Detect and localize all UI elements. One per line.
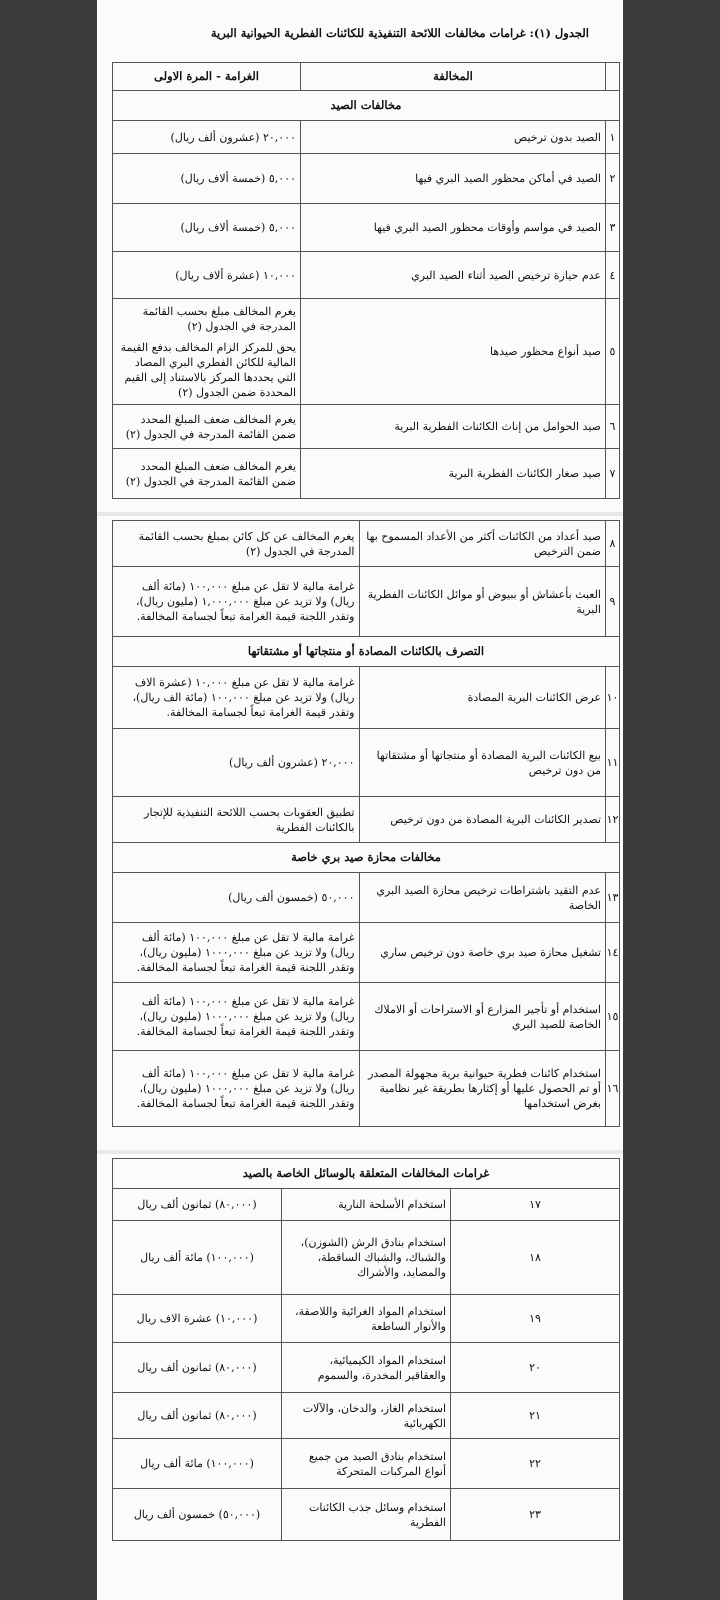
section-title: التصرف بالكائنات المصادة أو منتجاتها أو مشتقاتها xyxy=(113,637,620,667)
fine-cell: غرامة مالية لا تقل عن مبلغ ١٠٠,٠٠٠ (مائة ألف ريال) ولا تزيد عن مبلغ ١٠٠٠,٠٠٠ (مليون ريال)، وتقدر اللجنة قيمة الغرامة تبعاً لجسامة المخالفة. xyxy=(113,983,360,1051)
row-number: ٢٠ xyxy=(451,1343,620,1393)
row-number: ٥ xyxy=(606,299,620,405)
violation-cell: استخدام وسائل جذب الكائنات الفطرية xyxy=(282,1489,451,1541)
violation-cell: العبث بأعشاش أو ببيوض أو موائل الكائنات الفطرية البرية xyxy=(359,567,606,637)
table-row xyxy=(113,567,620,637)
row-number: ١٥ xyxy=(606,983,620,1051)
section-title: مخالفات محازة صيد بري خاصة xyxy=(113,843,620,873)
page-seam xyxy=(97,1150,623,1154)
section-row xyxy=(113,1159,620,1189)
violation-cell: الصيد في أماكن محظور الصيد البري فيها xyxy=(301,154,606,204)
table-row xyxy=(113,1393,620,1439)
row-number: ٤ xyxy=(606,252,620,299)
row-number: ١ xyxy=(606,121,620,154)
row-number: ٣ xyxy=(606,204,620,252)
table-row xyxy=(113,923,620,983)
row-number: ٩ xyxy=(606,567,620,637)
page-seam xyxy=(97,512,623,516)
section-row xyxy=(113,91,620,121)
violation-cell: استخدام بنادق الصيد من جميع أنواع المركبات المتحركة xyxy=(282,1439,451,1489)
table-row xyxy=(113,154,620,204)
violation-cell: عرض الكائنات البرية المصادة xyxy=(359,667,606,729)
table-row xyxy=(113,983,620,1051)
violation-cell: عدم التقيد باشتراطات ترخيص محازة الصيد البري الخاصة xyxy=(359,873,606,923)
violation-cell: استخدام بنادق الرش (الشوزن)، والشباك، والشباك الساقطة، والمصايد، والأشراك xyxy=(282,1221,451,1295)
fine-cell: ١٠,٠٠٠ (عشرة ألاف ريال) xyxy=(113,252,301,299)
document-page xyxy=(97,0,623,1600)
violation-cell: استخدام المواد الكيميائية، والعقاقير المخدرة، والسموم xyxy=(282,1343,451,1393)
row-number: ١٨ xyxy=(451,1221,620,1295)
fines-table-part-3 xyxy=(112,1158,620,1541)
table-row xyxy=(113,121,620,154)
fine-cell: (١٠,٠٠٠) عشرة الاف ريال xyxy=(113,1295,282,1343)
header-violation: المخالفة xyxy=(301,63,606,91)
row-number: ٢ xyxy=(606,154,620,204)
table-row xyxy=(113,729,620,797)
table-row xyxy=(113,797,620,843)
table-row xyxy=(113,204,620,252)
fine-cell: غرامة مالية لا تقل عن مبلغ ١٠٠,٠٠٠ (مائة ألف ريال) ولا تزيد عن مبلغ ١,٠٠٠,٠٠٠ (مليون ريال)، وتقدر اللجنة قيمة الغرامة تبعاً لجسامة المخالفة. xyxy=(113,567,360,637)
fine-note: يحق للمركز الزام المخالف بدفع القيمة المالية للكائن الفطري البري المصاد التي يحددها المركز بالاستناد إلى القيم المحددة ضمن الجدول (٢) xyxy=(120,340,296,399)
violation-cell: تصدير الكائنات البرية المصادة من دون ترخيص xyxy=(359,797,606,843)
fine-cell: يغرم المخالف ضعف المبلغ المحدد ضمن القائمة المدرجة في الجدول (٢) xyxy=(113,449,301,499)
fine-cell: (٨٠,٠٠٠) ثمانون ألف ريال xyxy=(113,1393,282,1439)
violation-cell: صيد أعداد من الكائنات أكثر من الأعداد المسموح بها ضمن الترخيص xyxy=(359,521,606,567)
fine-cell: يغرم المخالف ضعف المبلغ المحدد ضمن القائمة المدرجة في الجدول (٢) xyxy=(113,405,301,449)
fine-cell: يغرم المخالف عن كل كائن بمبلغ بحسب القائمة المدرجة في الجدول (٢) xyxy=(113,521,360,567)
header-row xyxy=(113,63,620,91)
row-number: ١٣ xyxy=(606,873,620,923)
violation-cell: الصيد في مواسم وأوقات محظور الصيد البري فيها xyxy=(301,204,606,252)
table-row xyxy=(113,449,620,499)
violation-cell: صيد أنواع محظور صيدها xyxy=(301,299,606,405)
fine-cell: (٨٠,٠٠٠) ثمانون ألف ريال xyxy=(113,1189,282,1221)
fines-table-part-1 xyxy=(112,62,620,499)
table-row xyxy=(113,521,620,567)
fine-text: يغرم المخالف مبلغ بحسب القائمة المدرجة في الجدول (٢) xyxy=(142,304,296,333)
section-title: مخالفات الصيد xyxy=(113,91,620,121)
table-row xyxy=(113,1221,620,1295)
row-number: ٢٣ xyxy=(451,1489,620,1541)
fine-cell: (٨٠,٠٠٠) ثمانون ألف ريال xyxy=(113,1343,282,1393)
section-row xyxy=(113,637,620,667)
violation-cell: الصيد بدون ترخيص xyxy=(301,121,606,154)
row-number: ١٠ xyxy=(606,667,620,729)
fine-cell: ٥,٠٠٠ (خمسة ألاف ريال) xyxy=(113,154,301,204)
table-title: الجدول (١): غرامات مخالفات اللائحة التنفيذية للكائنات الفطرية الحيوانية البرية xyxy=(210,26,589,40)
row-number: ١٤ xyxy=(606,923,620,983)
header-number-cell xyxy=(606,63,620,91)
violation-cell: بيع الكائنات البرية المصادة أو منتجاتها أو مشتقاتها من دون ترخيص xyxy=(359,729,606,797)
violation-cell: صيد الحوامل من إناث الكائنات الفطرية البرية xyxy=(301,405,606,449)
row-number: ١٢ xyxy=(606,797,620,843)
fine-cell: غرامة مالية لا تقل عن مبلغ ١٠,٠٠٠ (عشرة الاف ريال) ولا تزيد عن مبلغ ١٠٠,٠٠٠ (مائة الف ريال)، وتقدر قيمة الغرامة تبعاً لجسامة المخالفة. xyxy=(113,667,360,729)
violation-cell: استخدام أو تأجير المزارع أو الاستراحات أو الاملاك الخاصة للصيد البري xyxy=(359,983,606,1051)
row-number: ٨ xyxy=(606,521,620,567)
row-number: ٦ xyxy=(606,405,620,449)
row-number: ١٧ xyxy=(451,1189,620,1221)
row-number: ٧ xyxy=(606,449,620,499)
table-row xyxy=(113,299,620,405)
violation-cell: استخدام كائنات فطرية حيوانية برية مجهولة المصدر أو تم الحصول عليها أو إكثارها بطريقة غير نظامية بغرض استخدامها xyxy=(359,1051,606,1127)
fine-cell: ٥٠,٠٠٠ (خمسون ألف ريال) xyxy=(113,873,360,923)
fine-cell: غرامة مالية لا تقل عن مبلغ ١٠٠,٠٠٠ (مائة ألف ريال) ولا تزيد عن مبلغ ١٠٠٠,٠٠٠ (مليون ريال)، وتقدر اللجنة قيمة الغرامة تبعاً لجسامة المخالفة. xyxy=(113,923,360,983)
table-row xyxy=(113,252,620,299)
violation-cell: صيد صغار الكائنات الفطرية البرية xyxy=(301,449,606,499)
fine-cell: (١٠٠,٠٠٠) مائة ألف ريال xyxy=(113,1221,282,1295)
violation-cell: تشغيل محازة صيد بري خاصة دون ترخيص ساري xyxy=(359,923,606,983)
violation-cell: عدم حيازة ترخيص الصيد أثناء الصيد البري xyxy=(301,252,606,299)
fine-cell: (٥٠,٠٠٠) خمسون ألف ريال xyxy=(113,1489,282,1541)
row-number: ١٩ xyxy=(451,1295,620,1343)
fine-cell: ٢٠,٠٠٠ (عشرون ألف ريال) xyxy=(113,729,360,797)
row-number: ١٦ xyxy=(606,1051,620,1127)
table-row xyxy=(113,873,620,923)
fine-cell: ٢٠,٠٠٠ (عشرون ألف ريال) xyxy=(113,121,301,154)
table-row xyxy=(113,1051,620,1127)
row-number: ١١ xyxy=(606,729,620,797)
table-row xyxy=(113,1295,620,1343)
violation-cell: استخدام الأسلحة النارية xyxy=(282,1189,451,1221)
section-title: غرامات المخالفات المتعلقة بالوسائل الخاصة بالصيد xyxy=(113,1159,620,1189)
table-row xyxy=(113,1343,620,1393)
fines-table-part-2 xyxy=(112,520,620,1127)
fine-cell: غرامة مالية لا تقل عن مبلغ ١٠٠,٠٠٠ (مائة ألف ريال) ولا تزيد عن مبلغ ١٠٠٠,٠٠٠ (مليون ريال)، وتقدر اللجنة قيمة الغرامة تبعاً لجسامة المخالفة. xyxy=(113,1051,360,1127)
table-row xyxy=(113,1489,620,1541)
row-number: ٢٢ xyxy=(451,1439,620,1489)
fine-cell: ٥,٠٠٠ (خمسة ألاف ريال) xyxy=(113,204,301,252)
fine-cell: (١٠٠,٠٠٠) مائة ألف ريال xyxy=(113,1439,282,1489)
table-row xyxy=(113,1439,620,1489)
table-row xyxy=(113,667,620,729)
fine-cell xyxy=(113,299,301,405)
section-row xyxy=(113,843,620,873)
violation-cell: استخدام المواد الغرائية واللاصقة، والأنوار الساطعة xyxy=(282,1295,451,1343)
fine-cell: تطبيق العقوبات بحسب اللائحة التنفيذية للإتجار بالكائنات الفطرية xyxy=(113,797,360,843)
header-fine: الغرامة - المرة الاولى xyxy=(113,63,301,91)
table-row xyxy=(113,405,620,449)
violation-cell: استخدام الغاز، والدخان، والآلات الكهربائية xyxy=(282,1393,451,1439)
row-number: ٢١ xyxy=(451,1393,620,1439)
table-row xyxy=(113,1189,620,1221)
